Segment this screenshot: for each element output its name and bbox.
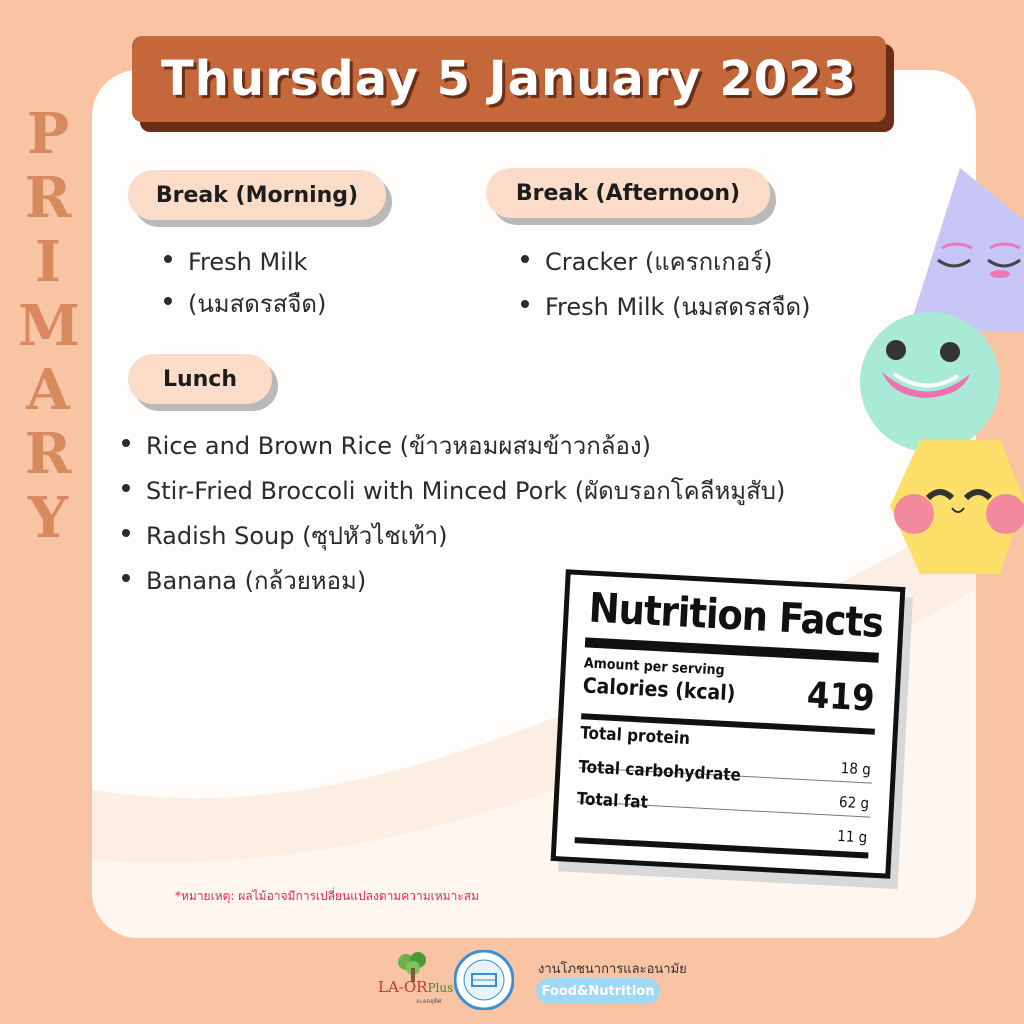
list-item: Rice and Brown Rice (ข้าวหอมผสมข้าวกล้อง): [120, 424, 785, 469]
round-character: [860, 312, 1000, 452]
break-afternoon-pill: Break (Afternoon): [486, 168, 770, 218]
lunch-pill: Lunch: [128, 354, 272, 404]
food-nutrition-badge: Food&Nutrition: [536, 978, 660, 1004]
hexagon-character: [890, 440, 1024, 574]
calories-value: 419: [805, 675, 876, 720]
page-title: Thursday 5 January 2023: [132, 36, 886, 122]
list-item-continued: (นมสดรสจืด): [162, 282, 326, 326]
nutrient-label: Total carbohydrate: [578, 757, 742, 786]
break-afternoon-list: [519, 240, 810, 330]
side-letter: A: [26, 357, 70, 423]
school-seal-icon: [454, 950, 514, 1010]
decorative-characters: [850, 160, 1024, 590]
primary-side-label: [18, 102, 78, 550]
nutrient-value: 11 g: [836, 826, 868, 847]
amount-per-serving: Amount per serving: [583, 655, 725, 679]
department-name: งานโภชนาการและอนามัย: [538, 962, 687, 977]
logo-small-text: ละอออุทิศ: [416, 998, 442, 1005]
list-item: Stir-Fried Broccoli with Minced Pork (ผัดบรอกโคลีหมูสับ): [120, 469, 785, 514]
side-letter: R: [24, 165, 72, 231]
side-letter: R: [24, 421, 72, 487]
logo-name: LA-OR: [378, 978, 428, 996]
la-or-plus-logo: [378, 978, 453, 996]
triangle-character: [908, 168, 1024, 332]
side-letter: M: [18, 293, 80, 359]
list-item: Banana (กล้วยหอม): [120, 559, 785, 604]
break-morning-pill: Break (Morning): [128, 170, 386, 220]
list-item: Fresh Milk (นมสดรสจืด): [519, 285, 810, 330]
logo-suffix: Plus: [427, 981, 454, 995]
side-letter: Y: [28, 485, 68, 551]
list-item: Fresh Milk: [162, 240, 326, 284]
list-item: Cracker (แครกเกอร์): [519, 240, 810, 285]
side-letter: P: [26, 101, 70, 167]
break-morning-list: [162, 240, 326, 326]
nutrition-facts-label: [551, 569, 906, 878]
nutrition-title: Nutrition Facts: [587, 583, 885, 647]
side-letter: I: [34, 229, 62, 295]
list-item: Radish Soup (ซุปหัวไชเท้า): [120, 514, 785, 559]
bottom-divider: [575, 837, 869, 858]
calories-label: Calories (kcal): [582, 673, 736, 706]
nutrient-label: Total fat: [576, 789, 649, 813]
fruit-change-note: *หมายเหตุ: ผลไม้อาจมีการเปลี่ยนแปลงตามความเหมาะสม: [175, 889, 479, 903]
nutrient-value: 18 g: [840, 758, 872, 779]
nutrient-label: Total protein: [579, 723, 691, 750]
nutrient-value: 62 g: [838, 792, 870, 813]
